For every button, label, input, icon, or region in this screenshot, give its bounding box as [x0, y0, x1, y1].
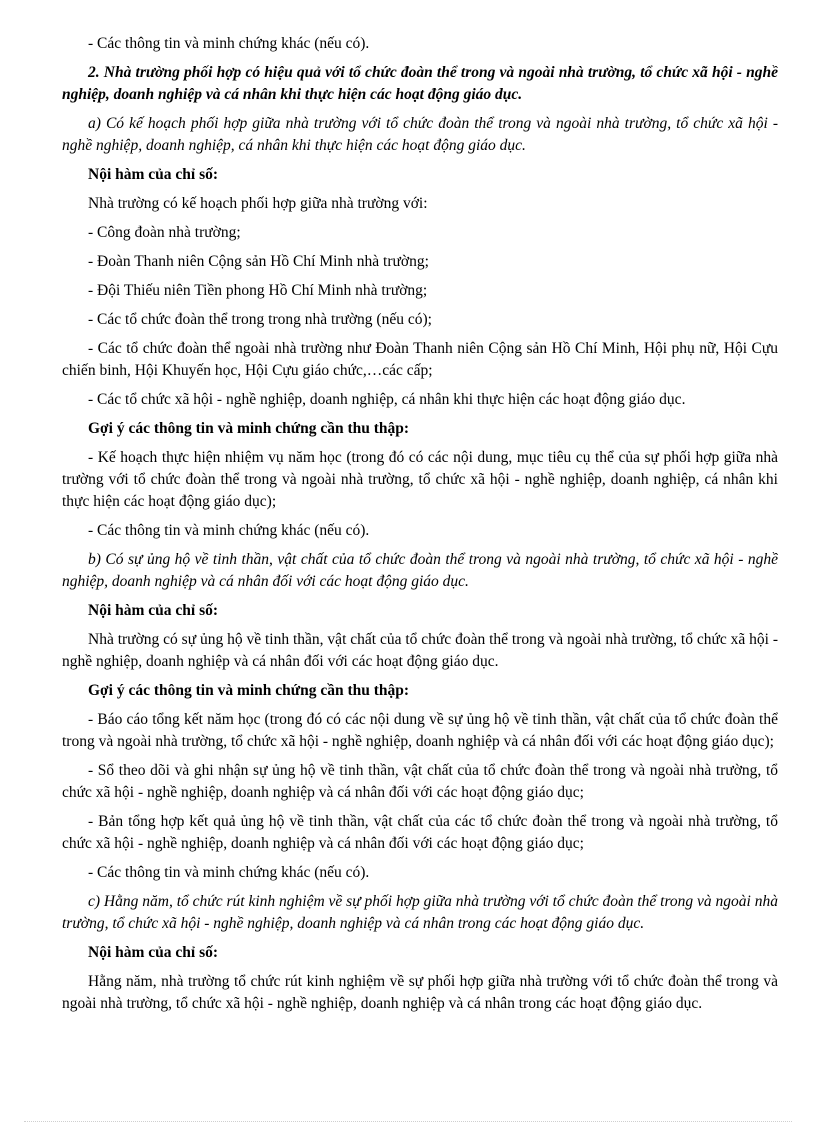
evidence-heading: Gợi ý các thông tin và minh chứng cần thu thập: — [88, 420, 410, 437]
page-bottom-divider — [24, 1121, 792, 1122]
list-item: - Đội Thiếu niên Tiền phong Hồ Chí Minh nhà trường; — [88, 282, 428, 299]
evidence-item: - Kế hoạch thực hiện nhiệm vụ năm học (trong đó có các nội dung, mục tiêu cụ thể của sự phối hợp giữa nhà trường với tổ chức đoàn thể trong và ngoài nhà trường, tổ chức xã hội - nghề nghiệp, doanh nghiệp, cá nhân khi thực hiện các hoạt động giáo dục); — [62, 449, 778, 510]
criterion-heading: 2. Nhà trường phối hợp có hiệu quả với tổ chức đoàn thể trong và ngoài nhà trường, tổ chức xã hội - nghề nghiệp, doanh nghiệp và cá nhân khi thực hiện các hoạt động giáo dục. — [62, 64, 778, 103]
evidence-item: - Các thông tin và minh chứng khác (nếu có). — [88, 864, 370, 881]
indicator-a-title: a) Có kế hoạch phối hợp giữa nhà trường với tổ chức đoàn thể trong và ngoài nhà trường, tổ chức xã hội - nghề nghiệp, doanh nghiệp, cá nhân khi thực hiện các hoạt động giáo dục. — [62, 115, 778, 154]
evidence-item: - Bản tổng hợp kết quả ủng hộ về tinh thần, vật chất của các tổ chức đoàn thể trong và ngoài nhà trường, tổ chức xã hội - nghề nghiệp, doanh nghiệp và cá nhân đối với các hoạt động giáo dục; — [62, 813, 778, 852]
indicator-content-text: Nhà trường có kế hoạch phối hợp giữa nhà trường với: — [88, 195, 428, 212]
evidence-item: - Báo cáo tổng kết năm học (trong đó có các nội dung về sự ủng hộ về tinh thần, vật chất của tổ chức đoàn thể trong và ngoài nhà trường, tổ chức xã hội - nghề nghiệp, doanh nghiệp và cá nhân đối với các hoạt động giáo dục); — [62, 711, 778, 750]
list-item: - Các tổ chức xã hội - nghề nghiệp, doanh nghiệp, cá nhân khi thực hiện các hoạt động giáo dục. — [88, 391, 686, 408]
indicator-content-heading: Nội hàm của chỉ số: — [88, 602, 219, 619]
indicator-c-title: c) Hằng năm, tổ chức rút kinh nghiệm về sự phối hợp giữa nhà trường với tổ chức đoàn thể trong và ngoài nhà trường, tổ chức xã hội - nghề nghiệp, doanh nghiệp và cá nhân trong các hoạt động giáo dục. — [62, 893, 778, 932]
list-item: - Các tổ chức đoàn thể ngoài nhà trường như Đoàn Thanh niên Cộng sản Hồ Chí Minh, Hội phụ nữ, Hội Cựu chiến binh, Hội Khuyến học, Hội Cựu giáo chức,…các cấp; — [62, 340, 778, 379]
list-item: - Đoàn Thanh niên Cộng sản Hồ Chí Minh nhà trường; — [88, 253, 429, 270]
evidence-heading: Gợi ý các thông tin và minh chứng cần thu thập: — [88, 682, 410, 699]
list-item: - Các tổ chức đoàn thể trong trong nhà trường (nếu có); — [88, 311, 432, 328]
indicator-b-title: b) Có sự ủng hộ về tinh thần, vật chất của tổ chức đoàn thể trong và ngoài nhà trường, tổ chức xã hội - nghề nghiệp, doanh nghiệp và cá nhân đối với các hoạt động giáo dục. — [62, 551, 778, 590]
indicator-content-heading: Nội hàm của chỉ số: — [88, 166, 219, 183]
indicator-content-text: Hằng năm, nhà trường tổ chức rút kinh nghiệm về sự phối hợp giữa nhà trường với tổ chức đoàn thể trong và ngoài nhà trường, tổ chức xã hội - nghề nghiệp, doanh nghiệp và cá nhân trong các hoạt động giáo dục. — [62, 973, 778, 1012]
evidence-item: - Các thông tin và minh chứng khác (nếu có). — [88, 35, 370, 52]
indicator-content-heading: Nội hàm của chỉ số: — [88, 944, 219, 961]
indicator-content-text: Nhà trường có sự ủng hộ về tinh thần, vật chất của tổ chức đoàn thể trong và ngoài nhà trường, tổ chức xã hội - nghề nghiệp, doanh nghiệp và cá nhân đối với các hoạt động giáo dục. — [62, 631, 778, 670]
list-item: - Công đoàn nhà trường; — [88, 224, 241, 241]
evidence-item: - Các thông tin và minh chứng khác (nếu có). — [88, 522, 370, 539]
evidence-item: - Sổ theo dõi và ghi nhận sự ủng hộ về tinh thần, vật chất của tổ chức đoàn thể trong và ngoài nhà trường, tổ chức xã hội - nghề nghiệp, doanh nghiệp và cá nhân đối với các hoạt động giáo dục; — [62, 762, 778, 801]
